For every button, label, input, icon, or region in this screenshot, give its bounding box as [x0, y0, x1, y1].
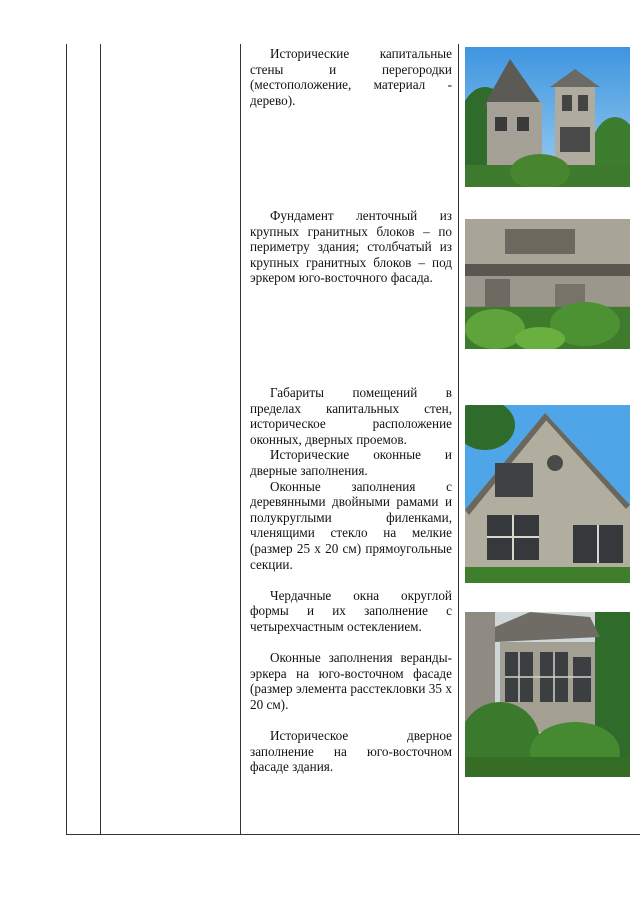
openings-paragraph-dimensions: Габариты помещений в пределах капитальных стен, историческое расположение оконных, дверных проемов. — [250, 385, 452, 447]
table-bottom-border — [66, 834, 640, 835]
table-border-left — [66, 44, 67, 835]
walls-description — [250, 46, 452, 108]
table-column-divider-2 — [240, 44, 241, 835]
foundation-description — [250, 208, 452, 286]
foundation-photo — [465, 219, 630, 349]
openings-paragraph-door: Историческое дверное заполнение на юго-восточном фасаде здания. — [250, 728, 452, 775]
gable-facade-photo — [465, 405, 630, 583]
table-column-divider-1 — [100, 44, 101, 835]
openings-paragraph-veranda-windows: Оконные заполнения веранды-эркера на юго-восточном фасаде (размер элемента расстекловки 35 х 20 см). — [250, 650, 452, 712]
openings-spacer-2 — [250, 635, 452, 651]
openings-paragraph-attic-windows: Чердачные окна округлой формы и их заполнение с четырехчастным остеклением. — [250, 587, 452, 634]
veranda-bay-photo — [465, 612, 630, 777]
house-overview-photo — [465, 47, 630, 187]
openings-paragraph-window-fills: Оконные заполнения с деревянными двойными рамами и полукруглыми филенками, членящими стекло на мелкие (размер 25 х 20 см) прямоугольные секции. — [250, 478, 452, 572]
walls-paragraph: Исторические капитальные стены и перегородки (местоположение, материал - дерево). — [250, 46, 452, 108]
openings-spacer-1 — [250, 572, 452, 588]
foundation-paragraph: Фундамент ленточный из крупных гранитных блоков – по периметру здания; столбчатый из крупных гранитных блоков – под эркером юго-восточного фасада. — [250, 208, 452, 286]
openings-paragraph-historic-fills: Исторические оконные и дверные заполнения. — [250, 447, 452, 478]
openings-description — [250, 385, 452, 775]
openings-spacer-3 — [250, 712, 452, 728]
table-column-divider-3 — [458, 44, 459, 835]
